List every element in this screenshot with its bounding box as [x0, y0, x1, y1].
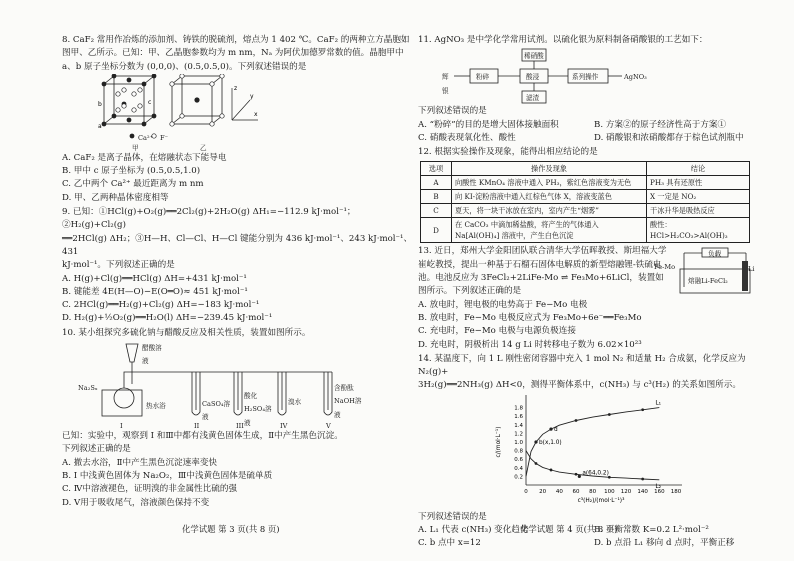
y-tick-label: 1.0 [514, 439, 523, 446]
q9-option-a: A. H(g)+Cl(g)══HCl(g) ΔH=+431 kJ·mol⁻¹ [62, 273, 247, 284]
annotated-point [578, 475, 581, 478]
q11-option-b: B. 方案②的原子经济性高于方案① [594, 119, 727, 130]
flow-figure [418, 47, 754, 105]
q14-stem-2: 3H₂(g)══2NH₃(g) ΔH<0，测得平衡体系中，c(NH₃) 与 c³(H₂) 的关系如图所示。 [418, 380, 741, 391]
series-point [550, 468, 553, 471]
series-label: L₁ [655, 399, 662, 407]
q9-stem-2: ══2HCl(g) ΔH₂；③H—H、Cl—Cl、H—Cl 键能分别为 436 kJ·mol⁻¹、243 kJ·mol⁻¹、431 [62, 233, 413, 257]
annotated-point-label: d [554, 426, 558, 433]
q8-option-b: B. 甲中 c 原子坐标为 (0.5,0.5,1.0) [62, 166, 201, 177]
legend-ca: Ca²⁺ [138, 133, 154, 142]
annotated-point-label: b(x,1.0) [539, 439, 562, 446]
q14-stem-1: 14. 某温度下，向 1 L 刚性密闭容器中充入 1 mol N₂ 和适量 H₂ 合成氨，化学反应为 N₂(g)+ [418, 353, 746, 378]
q14-option-c: C. b 点中 x=12 [418, 538, 481, 549]
q9-option-d: D. H₂(g)+½O₂(g)══H₂O(l) ΔH=−239.45 kJ·mol⁻¹ [62, 313, 273, 324]
row-d-operation: 在 CaCO₃ 中滴加稀盐酸，将产生的气体通入 Na[Al(OH)₄] 溶液中，产生白色沉淀 [452, 218, 647, 243]
battery-li: Li [748, 265, 755, 274]
q10-option-d: D. Ⅴ用于吸收尾气，溶液颜色保持不变 [62, 497, 210, 508]
app-acid-label: 醋酸溶液 [142, 344, 162, 366]
annotated-point [549, 427, 552, 430]
table-row [421, 218, 750, 243]
table-header-row [421, 162, 750, 176]
question-13 [418, 245, 754, 351]
battery-figure [654, 247, 755, 295]
x-tick-label: 60 [572, 488, 580, 495]
x-tick-label: 160 [654, 488, 665, 495]
equilibrium-chart-svg [492, 393, 692, 511]
row-c-conclusion: 干冰升华是吸热反应 [647, 204, 750, 218]
app-num-2: II [194, 422, 200, 431]
apparatus-figure [62, 340, 414, 430]
q11-ask: 下列叙述错误的是 [418, 106, 487, 117]
series-point [608, 413, 611, 416]
question-14 [418, 353, 754, 551]
app-caso4-label: CaSO₄溶液 [202, 400, 231, 422]
q10-known: 已知：实验中，观察到 I 和Ⅲ中都有浅黄色固体生成，Ⅱ中产生黑色沉淀。 [62, 431, 343, 442]
x-tick-label: 140 [637, 488, 648, 495]
annotated-point [534, 440, 537, 443]
battery-inner: 熔融Li-FeCl₂ [688, 277, 728, 286]
footer-right: 化学试题 第 4 页(共 8 页) [520, 524, 618, 534]
series-point [575, 473, 578, 476]
series-point [641, 477, 644, 480]
q14-option-d: D. b 点沿 L₁ 移向 d 点时，平衡正移 [594, 538, 735, 549]
question-10 [62, 327, 414, 510]
row-a-label: A [421, 176, 452, 190]
q9-option-c: C. 2HCl(g)══H₂(g)+Cl₂(g) ΔH=−183 kJ·mol⁻¹ [62, 300, 260, 311]
q9-option-b: B. 键能差 4E(H—O)−E(O═O)≈ 451 kJ·mol⁻¹ [62, 286, 248, 297]
battery-fe: Fe-Mo [654, 263, 676, 272]
x-tick-label: 120 [620, 488, 632, 495]
flow-diagram [418, 47, 718, 105]
table-row [421, 190, 750, 204]
th-operation: 操作及现象 [452, 162, 647, 176]
table-row [421, 204, 750, 218]
flow-leach: 酸浸 [526, 73, 540, 82]
svg-text:z: z [234, 84, 238, 92]
svg-text:x: x [254, 110, 258, 118]
x-tick-label: 20 [539, 488, 547, 495]
y-tick-label: 1.8 [514, 405, 523, 412]
y-tick-label: 0.8 [514, 448, 523, 455]
svg-text:c: c [148, 98, 152, 106]
row-a-operation: 向酸性 KMnO₄ 溶液中通入 PH₃，紫红色溶液变为无色 [452, 176, 647, 190]
question-8 [62, 34, 414, 205]
q9-stem-3: kJ·mol⁻¹。下列叙述正确的是 [62, 260, 175, 271]
right-column [418, 34, 754, 552]
app-num-3: III [236, 422, 244, 431]
q10-ask: 下列叙述正确的是 [62, 444, 131, 455]
cell-jia [104, 76, 154, 124]
q11-options-row-1 [418, 119, 754, 132]
x-tick-label: 100 [604, 488, 615, 495]
question-12 [418, 146, 754, 243]
q13-option-b: B. 放电时，Fe−Mo 电极反应式为 Fe₃Mo+6e⁻══Fe₃Mo [418, 312, 642, 323]
label-jia: 甲 [132, 143, 139, 152]
q10-option-b: B. I 中浅黄色固体为 Na₂O₂，Ⅲ中浅黄色固体是硫单质 [62, 470, 273, 481]
series-point [575, 419, 578, 422]
row-c-label: C [421, 204, 452, 218]
q13-option-c: C. 充电时，Fe−Mo 电极与电源负极连接 [418, 326, 576, 337]
th-option: 选项 [421, 162, 452, 176]
q10-stem: 10. 某小组探究多硫化钠与醋酸反应及相关性质，装置如图所示。 [62, 327, 311, 338]
legend-f: F⁻ [160, 133, 169, 142]
battery-load: 负载 [708, 250, 722, 259]
row-b-operation: 向 KI-淀粉溶液中通入红棕色气体 X，溶液变蓝色 [452, 190, 647, 204]
q8-option-a: A. CaF₂ 是离子晶体，在熔融状态下能导电 [62, 152, 227, 163]
y-tick-label: 0.2 [514, 474, 523, 481]
q12-stem: 12. 根据实验操作及现象，能得出相应结论的是 [418, 147, 598, 158]
q11-option-c: C. 硝酸表现氧化性、酸性 [418, 132, 516, 143]
crystal-figure [62, 74, 414, 152]
annotated-point-label: a(64,0.2) [582, 470, 609, 477]
row-b-conclusion: X 一定是 NO₂ [647, 190, 750, 204]
y-tick-label: 1.6 [514, 413, 523, 420]
series-label: L₂ [655, 482, 662, 490]
th-conclusion: 结论 [647, 162, 750, 176]
flow-raw: 辉银 [442, 73, 449, 95]
series-point [641, 408, 644, 411]
label-yi: 乙 [200, 143, 207, 152]
row-d-conclusion: 酸性：HCl>H₂CO₃>Al(OH)₃ [647, 218, 750, 243]
app-hot-label: 热水浴 [146, 402, 166, 411]
flow-series: 系列操作 [572, 73, 599, 82]
row-c-operation: 夏天，将一块干冰放在室内，室内产生“烟雾” [452, 204, 647, 218]
app-br-label: 溴水 [288, 398, 302, 407]
app-num-4: IV [280, 422, 288, 431]
x-tick-label: 180 [670, 488, 682, 495]
q13-option-d: D. 充电时，阴极析出 14 g Li 时转移电子数为 6.02×10²³ [418, 339, 642, 350]
q11-options-row-2 [418, 132, 754, 145]
svg-text:y: y [250, 92, 254, 100]
x-tick-label: 0 [524, 488, 528, 495]
y-tick-label: 0.6 [514, 456, 523, 463]
flow-bottom: 滤渣 [526, 94, 540, 103]
table-row [421, 176, 750, 190]
app-num-5: V [326, 422, 331, 431]
x-axis-label: c³(H₂)/(mol·L⁻¹)³ [577, 497, 625, 504]
flow-product: AgNO₃ [624, 73, 647, 82]
q9-stem-1: 9. 已知：①HCl(g)+O₂(g)══2Cl₂(g)+2H₂O(g) ΔH₁=−112.9 kJ·mol⁻¹；②H₂(g)+Cl₂(g) [62, 207, 356, 231]
y-tick-label: 0.4 [514, 465, 523, 472]
q11-stem: 11. AgNO₃ 是中学化学常用试剂。以硫化银为原料制备硝酸银的工艺如下： [418, 35, 708, 45]
y-axis-label: c/(mol·L⁻¹) [496, 426, 502, 458]
q8-stem: 8. CaF₂ 常用作冶炼的添加剂、铸铁的脱硫剂，熔点为 1 402 ℃。CaF₂ 的两种立方晶胞如图甲、乙所示。已知：甲、乙晶胞参数均为 m nm，Nₐ 为阿伏加德罗常数的值。晶胞甲中 a、b 原子坐标分数为 (0,0,0)、(0.5,0.5,0)。下列叙述错误的是 [62, 35, 410, 72]
x-tick-label: 80 [589, 488, 597, 495]
app-naoh-label: 含酚酞NaOH溶液 [334, 384, 362, 419]
app-na2s-label: Na₂Sₓ [78, 384, 98, 393]
app-num-1: I [120, 422, 123, 431]
q8-option-d: D. 甲、乙两种晶体密度相等 [62, 192, 169, 203]
q13-option-a: A. 放电时，锂电极的电势高于 Fe−Mo 电极 [418, 299, 588, 310]
y-tick-label: 1.4 [514, 422, 523, 429]
svg-text:b: b [98, 100, 102, 108]
q11-option-d: D. 硝酸银和浓硝酸都存于棕色试剂瓶中 [594, 132, 744, 143]
footer-left: 化学试题 第 3 页(共 8 页) [182, 524, 280, 534]
flow-top: 稀硝酸 [524, 52, 544, 61]
q14-option-b: B. 平衡常数 K=0.2 L²·mol⁻² [594, 525, 709, 536]
svg-text:a: a [98, 122, 102, 130]
q14-option-a: A. L₁ 代表 c(NH₃) 变化趋势 [418, 525, 529, 536]
question-11 [418, 34, 754, 145]
q10-option-a: A. 撤去水浴，Ⅱ中产生黑色沉淀速率变快 [62, 457, 218, 468]
q13-stem: 13. 近日，郑州大学金阳团队联合清华大学伍晖教授、斯坦福大学崔屹教授，提出一种基于石榴石固体电解质的新型熔融锂-铁硫电池。电池反应为 3FeCl₂+2LiFe-Mo ⇌ Fe₃Mo+6LiCl，装置如图所示。下列叙述正确的是 [418, 246, 667, 297]
row-a-conclusion: PH₃ 具有还原性 [647, 176, 750, 190]
q14-ask: 下列叙述错误的是 [418, 511, 487, 522]
q14-options-row-2 [418, 537, 754, 550]
experiment-table [420, 161, 750, 243]
q10-option-c: C. Ⅳ中溶液褪色，证明溴的非金属性比硫的强 [62, 484, 238, 495]
row-d-label: D [421, 218, 452, 243]
q8-option-c: C. 乙中两个 Ca²⁺ 最近距离为 m nm [62, 179, 204, 190]
equilibrium-chart [492, 393, 754, 511]
q11-option-a: A. “粉碎”的目的是增大固体接触面积 [418, 119, 559, 130]
question-9 [62, 206, 414, 326]
x-tick-label: 40 [555, 488, 563, 495]
app-h2so4-label: 酸化H₂SO₄溶液 [244, 392, 272, 427]
left-column [62, 34, 414, 511]
series-point [535, 462, 538, 465]
flow-grind: 粉碎 [476, 73, 490, 82]
y-tick-label: 1.2 [514, 431, 523, 438]
row-b-label: B [421, 190, 452, 204]
